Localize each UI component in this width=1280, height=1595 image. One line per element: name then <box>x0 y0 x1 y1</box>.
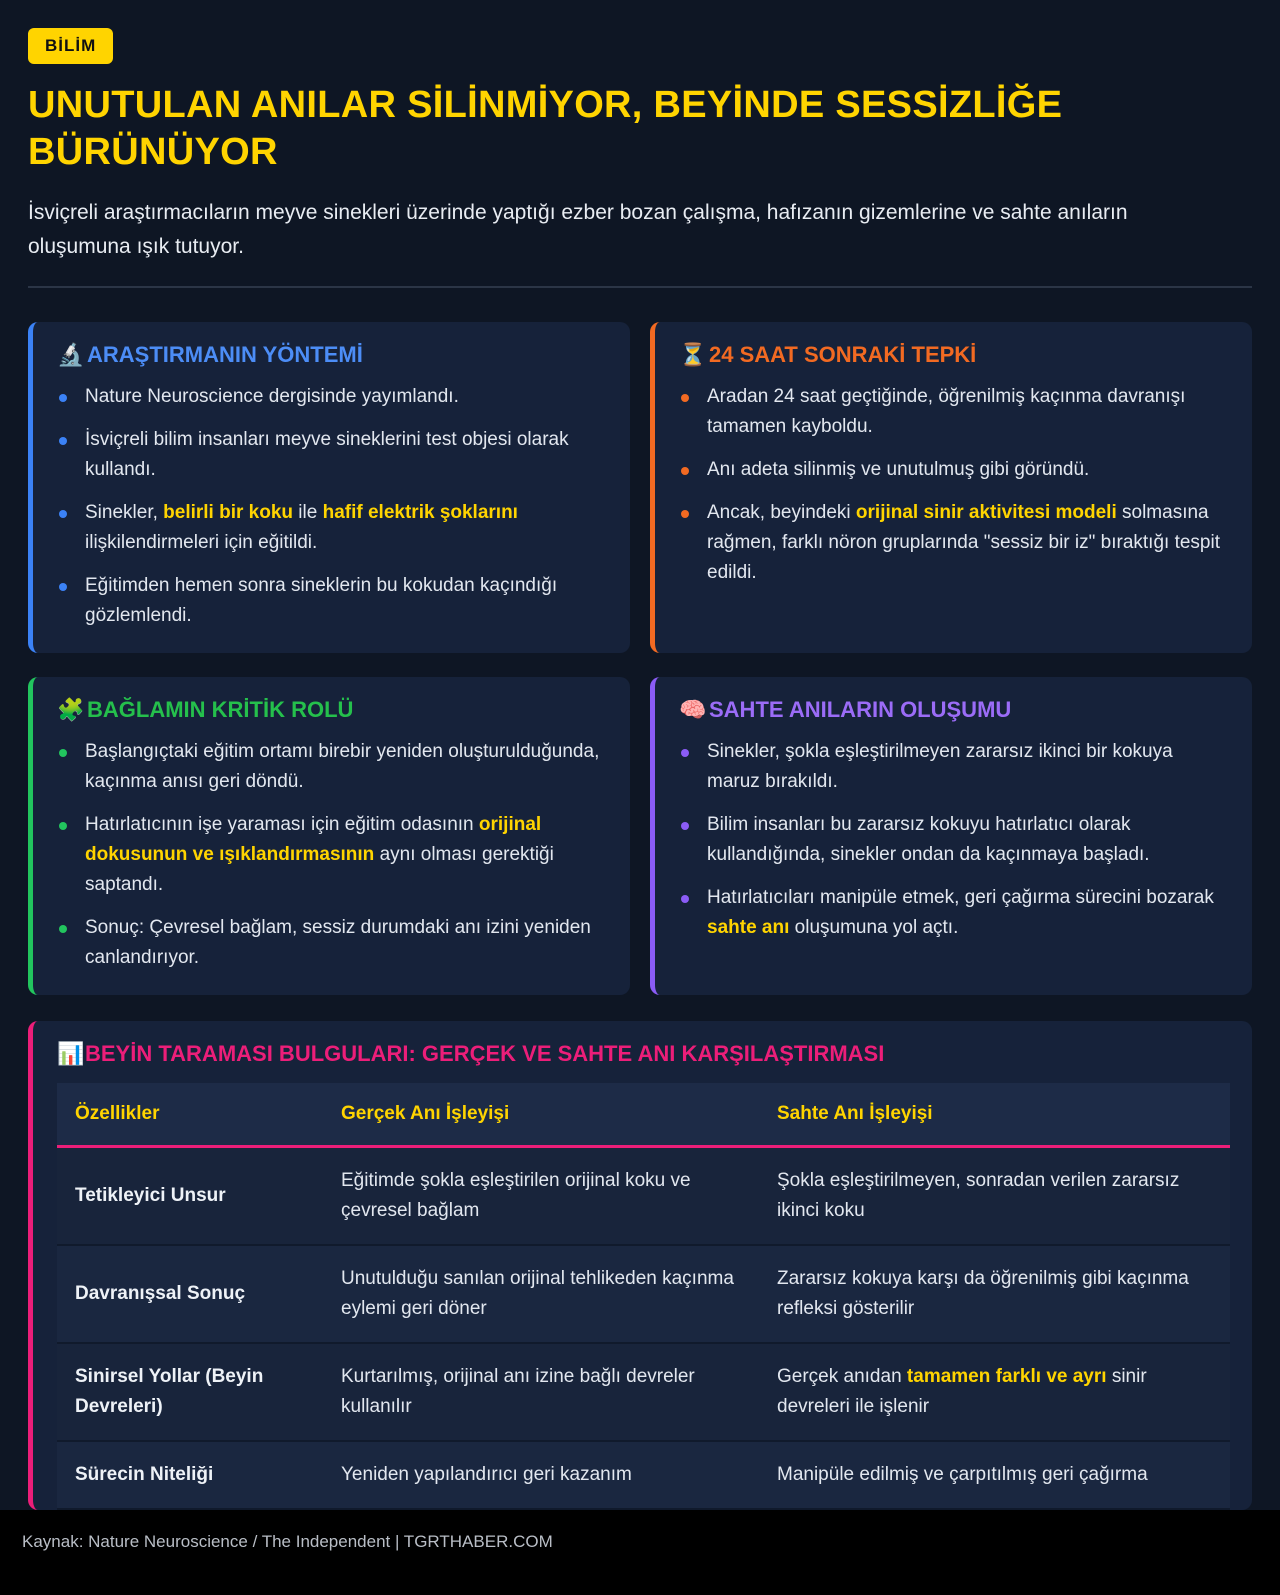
card-title <box>679 697 1228 723</box>
comparison-table <box>57 1083 1230 1510</box>
source-footer <box>0 1510 1280 1595</box>
list-item: Bilim insanları bu zararsız kokuyu hatırlatıcı olarak kullandığında, sinekler ondan da kaçınmaya başladı. <box>679 810 1228 870</box>
list-item: Eğitimden hemen sonra sineklerin bu kokudan kaçındığı gözlemlendi. <box>57 571 606 631</box>
list-item: Ancak, beyindeki orijinal sinir aktivitesi modeli solmasına rağmen, farklı nöron gruplarında "sessiz bir iz" bıraktığı tespit edildi. <box>679 498 1228 588</box>
list-item: Aradan 24 saat geçtiğinde, öğrenilmiş kaçınma davranışı tamamen kayboldu. <box>679 382 1228 442</box>
table-row <box>57 1343 1230 1441</box>
card-title <box>57 697 606 723</box>
list-item: Sinekler, şokla eşleştirilmeyen zararsız ikinci bir kokuya maruz bırakıldı. <box>679 737 1228 797</box>
highlight: orijinal dokusunun ve ışıklandırmasının <box>85 814 542 865</box>
comparison-title-text: BEYİN TARAMASI BULGULARI: GERÇEK VE SAHTE ANI KARŞILAŞTIRMASI <box>85 1041 885 1066</box>
comparison-title <box>57 1041 1230 1067</box>
list-item: Nature Neuroscience dergisinde yayımlandı. <box>57 382 606 412</box>
real-memory-cell: Kurtarılmış, orijinal anı izine bağlı devreler kullanılır <box>323 1343 759 1441</box>
fake-memory-cell: Şokla eşleştirilmeyen, sonradan verilen zararsız ikinci koku <box>759 1147 1230 1246</box>
list-item: İsviçreli bilim insanları meyve sineklerini test objesi olarak kullandı. <box>57 425 606 485</box>
highlight: belirli bir koku <box>163 502 294 523</box>
card-method <box>28 322 630 653</box>
table-row <box>57 1245 1230 1343</box>
divider <box>28 286 1252 288</box>
card-context-role <box>28 677 630 995</box>
card-false-memories <box>650 677 1252 995</box>
highlight: tamamen farklı ve ayrı <box>906 1366 1107 1387</box>
card-title <box>57 342 606 368</box>
real-memory-cell: Yeniden yapılandırıcı geri kazanım <box>323 1441 759 1509</box>
category-badge[interactable]: BİLİM <box>28 28 113 64</box>
highlight: orijinal sinir aktivitesi modeli <box>855 502 1117 523</box>
brain-icon: 🧠 <box>679 697 707 722</box>
highlight: sahte anı <box>707 917 790 938</box>
card-title-text: 24 SAAT SONRAKİ TEPKİ <box>709 342 977 367</box>
comparison-card <box>28 1021 1252 1510</box>
column-header: Sahte Anı İşleyişi <box>759 1083 1230 1147</box>
puzzle-icon: 🧩 <box>57 697 85 722</box>
intro-text: İsviçreli araştırmacıların meyve sinekleri üzerinde yaptığı ezber bozan çalışma, hafızanın gizemlerine ve sahte anıların oluşumuna ışık tutuyor. <box>28 201 1128 258</box>
info-cards-grid <box>28 322 1252 995</box>
microscope-icon: 🔬 <box>57 342 85 367</box>
feature-cell: Davranışsal Sonuç <box>57 1245 323 1343</box>
list-item: Anı adeta silinmiş ve unutulmuş gibi göründü. <box>679 455 1228 485</box>
fake-memory-cell: Zararsız kokuya karşı da öğrenilmiş gibi kaçınma refleksi gösterilir <box>759 1245 1230 1343</box>
fake-memory-cell: Manipüle edilmiş ve çarpıtılmış geri çağırma <box>759 1441 1230 1509</box>
feature-cell: Sinirsel Yollar (Beyin Devreleri) <box>57 1343 323 1441</box>
card-title-text: SAHTE ANILARIN OLUŞUMU <box>709 697 1012 722</box>
list-item: Sinekler, belirli bir koku ile hafif elektrik şoklarını ilişkilendirmeleri için eğitildi. <box>57 498 606 558</box>
bar-chart-icon: 📊 <box>57 1041 85 1066</box>
feature-cell: Tetikleyici Unsur <box>57 1147 323 1246</box>
page-title: UNUTULAN ANILAR SİLİNMİYOR, BEYİNDE SESSİZLİĞE BÜRÜNÜYOR <box>28 84 1063 173</box>
card-list <box>679 382 1228 588</box>
card-title <box>679 342 1228 368</box>
table-row <box>57 1441 1230 1509</box>
source-text: Kaynak: Nature Neuroscience / The Independent | TGRTHABER.COM <box>22 1532 553 1551</box>
feature-cell: Sürecin Niteliği <box>57 1441 323 1509</box>
column-header: Özellikler <box>57 1083 323 1147</box>
card-list <box>679 737 1228 943</box>
card-title-text: ARAŞTIRMANIN YÖNTEMİ <box>87 342 363 367</box>
card-title-text: BAĞLAMIN KRİTİK ROLÜ <box>87 697 354 722</box>
real-memory-cell: Unutulduğu sanılan orijinal tehlikeden kaçınma eylemi geri döner <box>323 1245 759 1343</box>
hourglass-icon: ⏳ <box>679 342 707 367</box>
list-item: Sonuç: Çevresel bağlam, sessiz durumdaki anı izini yeniden canlandırıyor. <box>57 913 606 973</box>
list-item: Hatırlatıcıları manipüle etmek, geri çağırma sürecini bozarak sahte anı oluşumuna yol açtı. <box>679 883 1228 943</box>
list-item: Başlangıçtaki eğitim ortamı birebir yeniden oluşturulduğunda, kaçınma anısı geri döndü. <box>57 737 606 797</box>
card-list <box>57 737 606 973</box>
column-header: Gerçek Anı İşleyişi <box>323 1083 759 1147</box>
fake-memory-cell: Gerçek anıdan tamamen farklı ve ayrı sinir devreleri ile işlenir <box>759 1343 1230 1441</box>
table-header-row <box>57 1083 1230 1147</box>
card-list <box>57 382 606 631</box>
real-memory-cell: Eğitimde şokla eşleştirilen orijinal koku ve çevresel bağlam <box>323 1147 759 1246</box>
table-row <box>57 1147 1230 1246</box>
highlight: hafif elektrik şoklarını <box>322 502 518 523</box>
list-item: Hatırlatıcının işe yaraması için eğitim odasının orijinal dokusunun ve ışıklandırmasının aynı olması gerektiği saptandı. <box>57 810 606 900</box>
card-24h-reaction <box>650 322 1252 653</box>
